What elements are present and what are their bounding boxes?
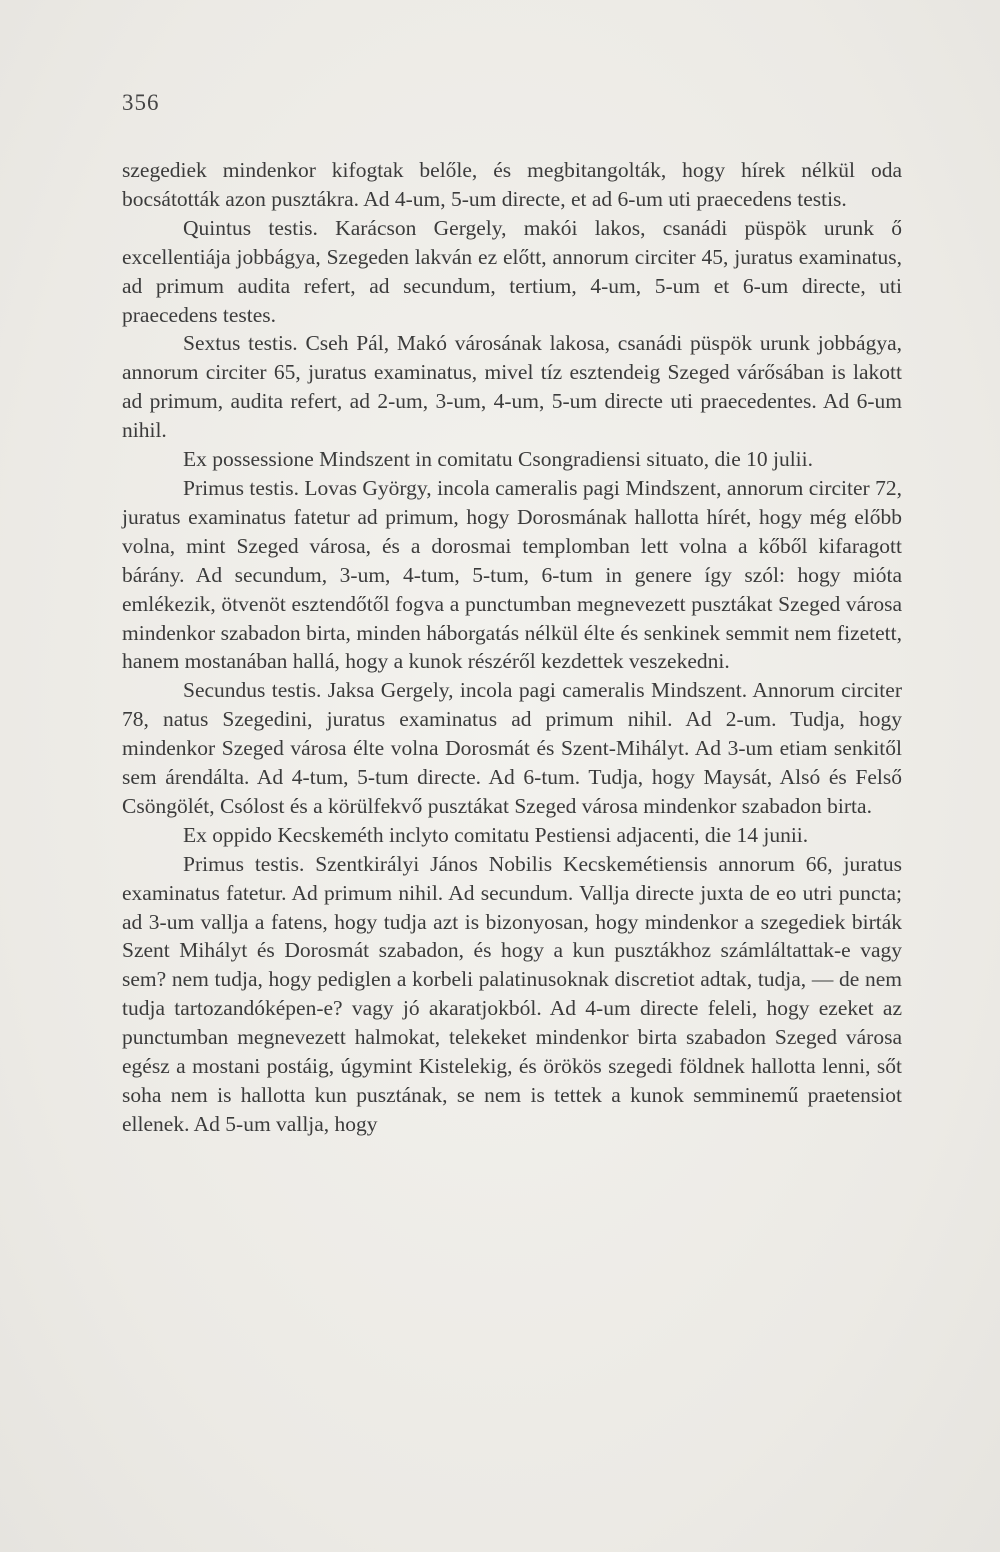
paragraph: Primus testis. Szentkirályi János Nobilis Kecskemétiensis annorum 66, juratus examinatus fatetur. Ad primum nihil. Ad secundum. Vallja directe juxta de eo utri puncta; ad 3-um vallja a fatens, hogy tudja azt is bizonyosan, hogy mindenkor a szegediek birták Szent Mihályt és Dorosmát szabadon, és hogy a kun pusztákhoz számláltattak-e vagy sem? nem tudja, hogy pediglen a korbeli palatinusoknak discretiot adtak, tudja, — de nem tudja tartozandóképen-e? vagy jó akaratjokból. Ad 4-um directe feleli, hogy ezeket az punctumban megnevezett halmokat, telekeket mindenkor birta szabadon Szeged városa egész a mostani postáig, úgymint Kistelekig, és örökös szegedi földnek hallotta lenni, sőt soha nem is hallotta kun pusztának, se nem is tettek a kunok semminemű praetensiot ellenek. Ad 5-um vallja, hogy [122,851,902,1136]
paragraph: Secundus testis. Jaksa Gergely, incola pagi cameralis Mindszent. Annorum circiter 78, natus Szegedini, juratus examinatus ad primum nihil. Ad 2-um. Tudja, hogy mindenkor Szeged városa élte volna Dorosmát és Szent-Mihályt. Ad 3-um etiam senkitől sem árendálta. Ad 4-tum, 5-tum directe. Ad 6-tum. Tudja, hogy Maysát, Alsó és Felső Csöngölét, Csólost és a körülfekvő pusztákat Szeged városa mindenkor szabadon birta. [122,678,902,818]
paragraph: Sextus testis. Cseh Pál, Makó városának lakosa, csanádi püspök urunk jobbágya, annorum circiter 65, juratus examinatus, mivel tíz esztendeig Szeged várősában is lakott ad primum, audita refert, ad 2-um, 3-um, 4-um, 5-um directe uti praecedentes. Ad 6-um nihil. [122,331,902,443]
paragraph: Ex oppido Kecskeméth inclyto comitatu Pestiensi adjacenti, die 14 junii. [183,822,809,847]
page-number: 356 [122,90,160,115]
body-text [122,156,902,1139]
paragraph: szegediek mindenkor kifogtak belőle, és megbitangolták, hogy hírek nélkül oda bocsátották azon pusztákra. Ad 4-um, 5-um directe, et ad 6-um uti praecedens testis. [122,158,902,211]
paragraph: Primus testis. Lovas György, incola cameralis pagi Mindszent, annorum circiter 72, juratus examinatus fatetur ad primum, hogy Dorosmának hallotta hírét, hogy még előbb volna, mint Szeged városa, és a dorosmai templomban lett volna a kőből kifaragott bárány. Ad secundum, 3-um, 4-tum, 5-tum, 6-tum in genere így szól: hogy mióta emlékezik, ötvenöt esztendőtől fogva a punctumban megnevezett pusztákat Szeged városa mindenkor szabadon birta, minden háborgatás nélkül élte és senkinek semmit nem fizetett, hanem mostanában hallá, hogy a kunok részéről kezdettek veszekedni. [122,475,902,674]
paragraph: Quintus testis. Karácson Gergely, makói lakos, csanádi püspök urunk ő excellentiája jobbágya, Szegeden lakván ez előtt, annorum circiter 45, juratus examinatus, ad primum audita refert, ad secundum, tertium, 4-um, 5-um et 6-um directe, uti praecedens testes. [122,215,902,327]
paragraph: Ex possessione Mindszent in comitatu Csongradiensi situato, die 10 julii. [183,447,814,472]
